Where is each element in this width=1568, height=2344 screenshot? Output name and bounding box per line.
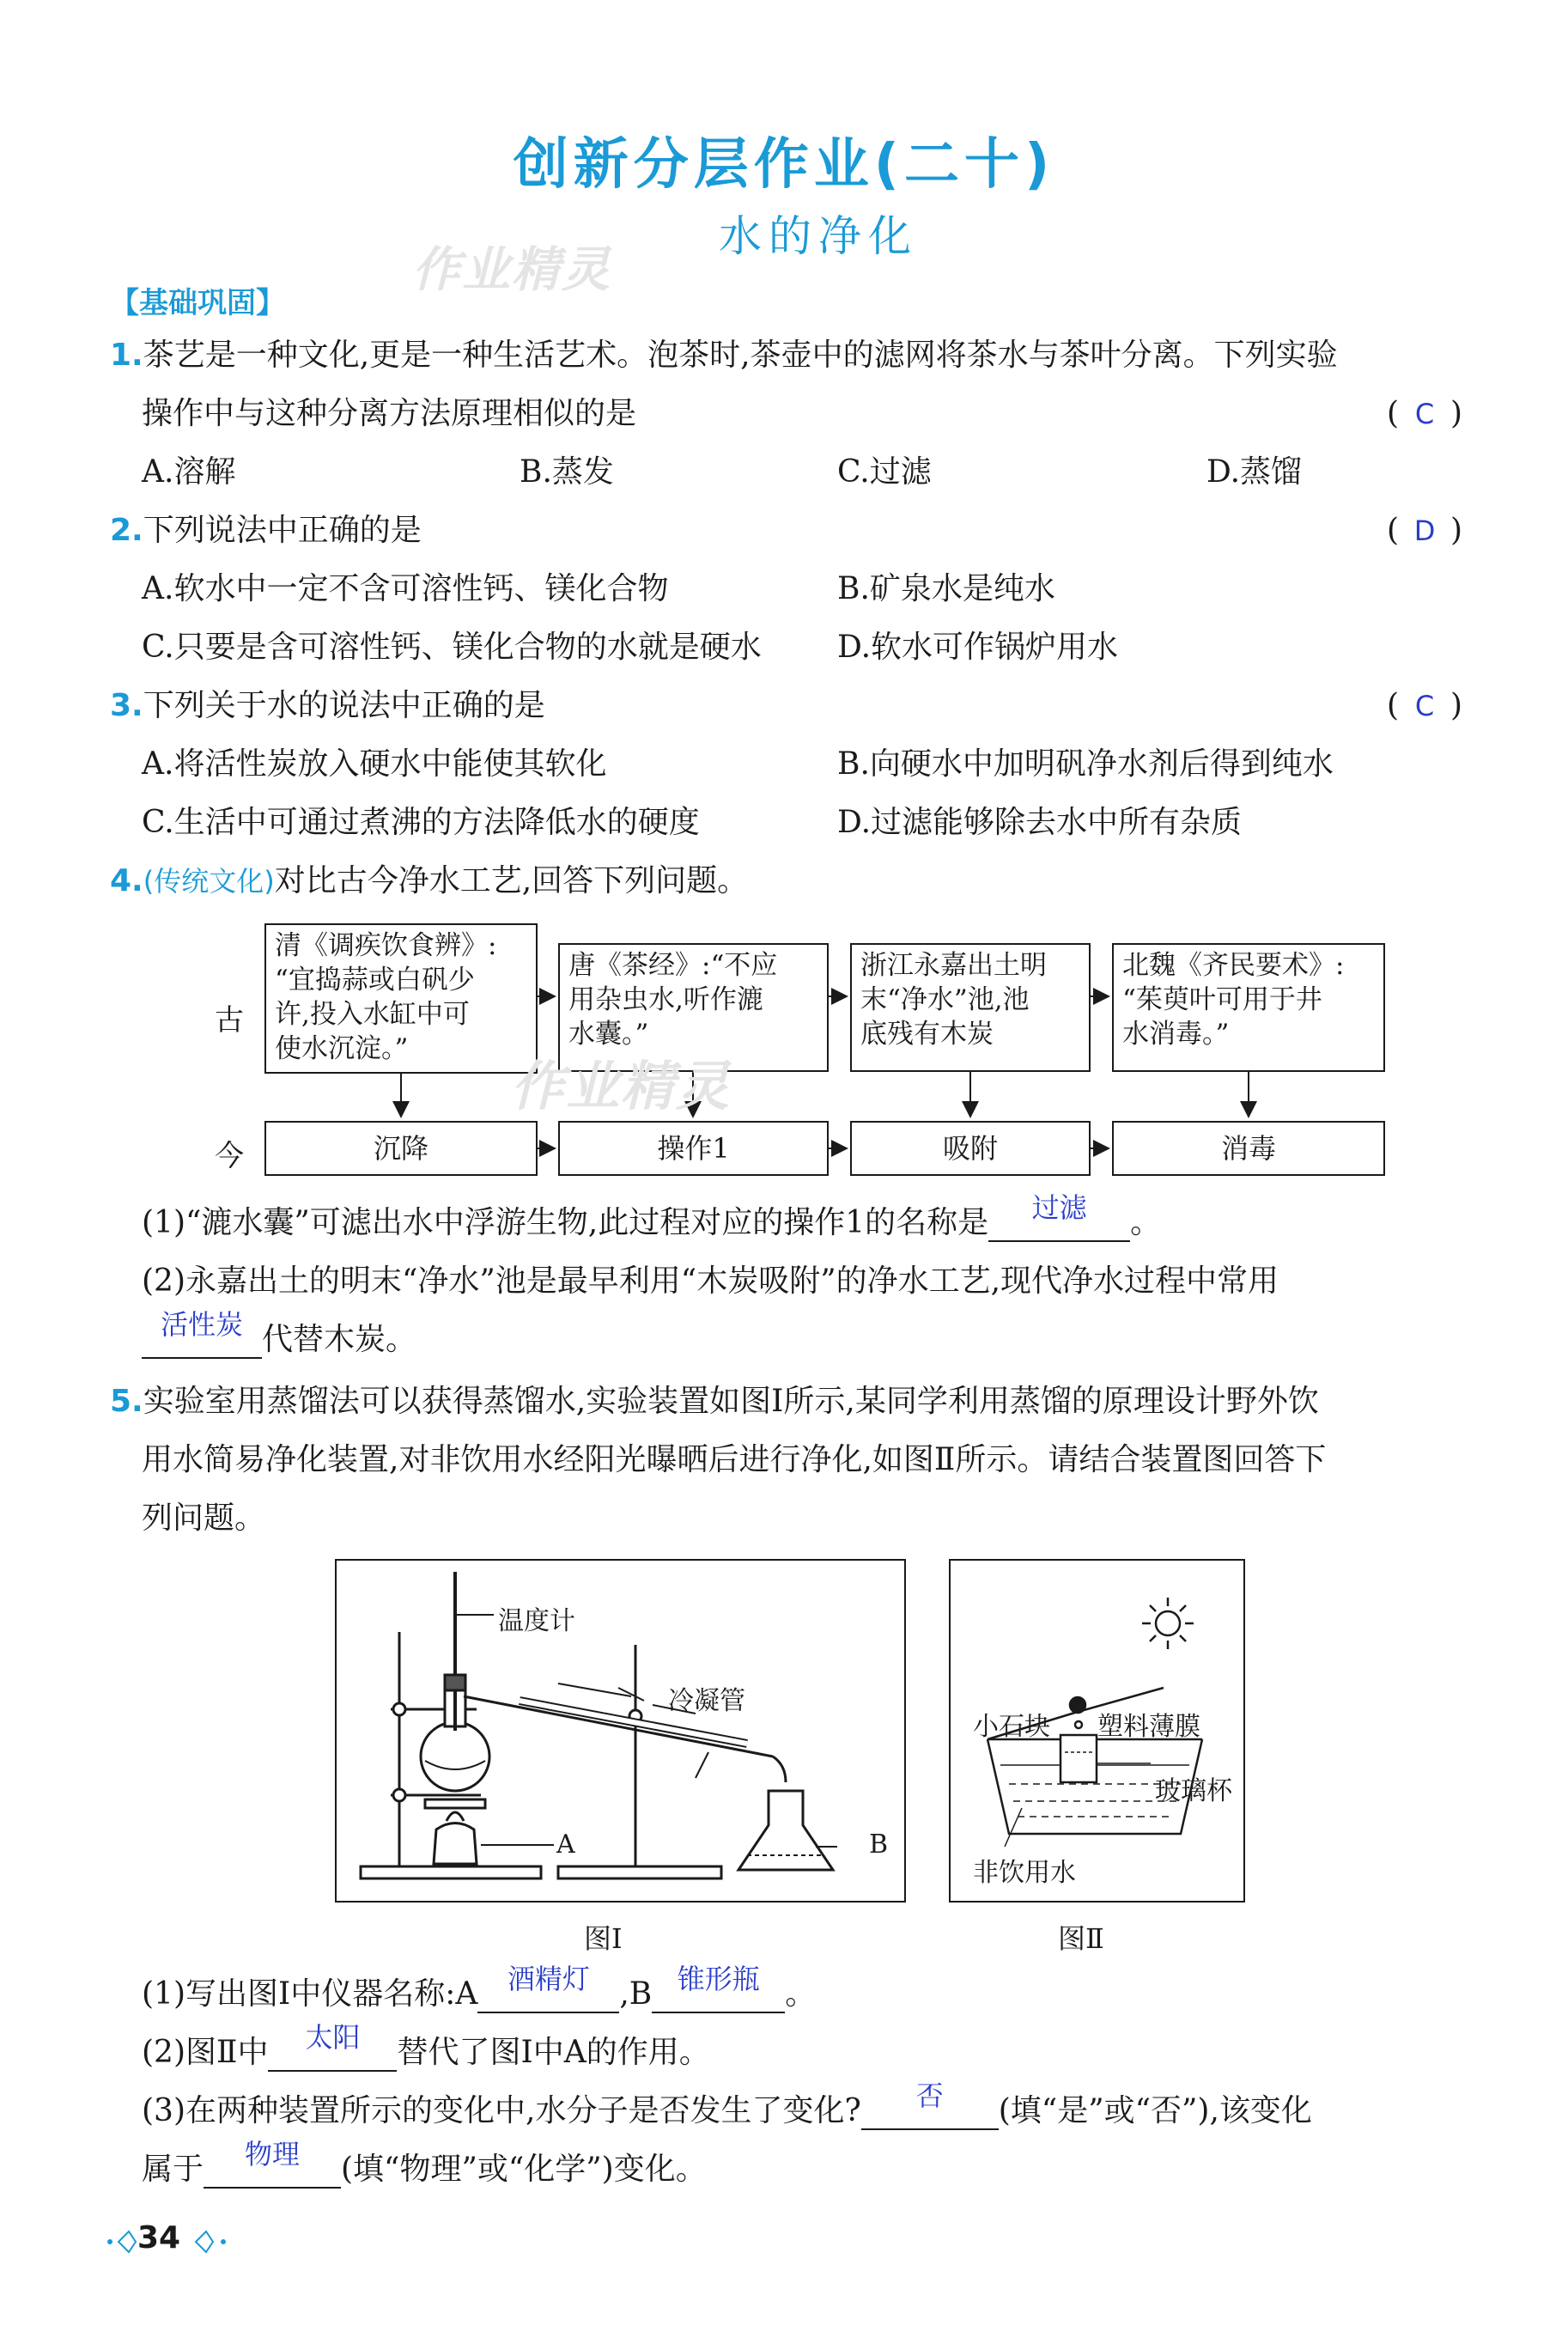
q2-text: 下列说法中正确的是 [143, 513, 422, 548]
q3-option-d: D.过滤能够除去水中所有杂质 [837, 805, 1243, 840]
ancient-box-1-line: 许,投入水缸中可 [275, 999, 470, 1030]
q4-sub2-line1: (2)永嘉出土的明末“净水”池是最早利用“木炭吸附”的净水工艺,现代净水过程中常用 [142, 1263, 1279, 1299]
label-condenser: 冷凝管 [668, 1686, 745, 1716]
distilling-flask [421, 1722, 489, 1791]
q2-option-b: B.矿泉水是纯水 [837, 571, 1055, 606]
q5-sub1-answer-a: 酒精灯 [507, 1963, 590, 1995]
ancient-box-3-line: 末“净水”池,池 [860, 984, 1030, 1015]
q4-sub2-line2 [142, 1308, 417, 1359]
ancient-box-2-line: 用杂虫水,听作漉 [568, 984, 763, 1015]
q4-sub1-blank [988, 1191, 1130, 1242]
q3-option-c: C.生活中可通过煮沸的方法降低水的硬度 [142, 805, 700, 840]
q4-sub2-blank [142, 1308, 262, 1359]
q4-text: 对比古今净水工艺,回答下列问题。 [274, 863, 749, 898]
q5-sub3-answer: 否 [915, 2079, 944, 2112]
q1-option-d: D.蒸馏 [1206, 454, 1303, 490]
small-stone [1070, 1697, 1085, 1713]
q2-option-c: C.只要是含可溶性钙、镁化合物的水就是硬水 [142, 630, 762, 665]
page-number: 34 [137, 2220, 181, 2256]
ancient-box-3-line: 底残有木炭 [860, 1019, 994, 1050]
page-number-ornament [101, 2218, 264, 2266]
q3-answer: C [1414, 690, 1435, 722]
q3-text: 下列关于水的说法中正确的是 [143, 688, 545, 723]
q2-answer: D [1413, 514, 1436, 547]
q4-sub2-answer: 活性炭 [160, 1308, 243, 1341]
label-a: A [556, 1830, 575, 1860]
modern-step-3: 吸附 [850, 1121, 1091, 1176]
q3-option-b: B.向硬水中加明矾净水剂后得到纯水 [837, 746, 1334, 782]
q4-tag: (传统文化) [143, 865, 275, 898]
figure-2-caption: 图Ⅱ [1058, 1922, 1104, 1955]
q4-sub1 [142, 1191, 1162, 1242]
watermark-2: 作业精灵 [511, 1055, 732, 1117]
sun-icon [1156, 1611, 1180, 1635]
figure-1-caption: 图Ⅰ [584, 1922, 623, 1955]
q5-sub1 [142, 1963, 817, 2013]
q1-text-line2: 操作中与这种分离方法原理相似的是 [142, 396, 637, 431]
q5-sub3-end: (填“是”或“否”),该变化 [998, 2093, 1312, 2128]
q1-answer: C [1414, 398, 1435, 430]
ancient-box-4-line: 北魏《齐民要术》: [1122, 950, 1345, 981]
modern-step-2: 操作1 [558, 1121, 829, 1176]
q2-number: 2. [110, 513, 143, 548]
ancient-box-1-line: “宜捣蒜或白矾少 [275, 965, 475, 995]
modern-step-4: 消毒 [1112, 1121, 1385, 1176]
ancient-label: 古 [215, 1003, 244, 1038]
q3-answer-slot: ( C ) [1387, 688, 1463, 723]
q5-sub1-answer-b: 锥形瓶 [677, 1963, 760, 1995]
ancient-box-1-line: 清《调疾饮食辨》: [275, 930, 497, 961]
ancient-box-2-line: 水囊。” [568, 1019, 649, 1050]
q5-sub2-end: 替代了图Ⅰ中A的作用。 [397, 2035, 710, 2070]
q5-stem [110, 1383, 1319, 1421]
ancient-box-3-line: 浙江永嘉出土明 [860, 950, 1047, 981]
q5-text-line1: 实验室用蒸馏法可以获得蒸馏水,实验装置如图Ⅰ所示,某同学利用蒸馏的原理设计野外饮 [143, 1384, 1319, 1419]
q5-sub2-blank [268, 2021, 397, 2072]
label-stone: 小石块 [973, 1712, 1050, 1742]
q5-sub3b-answer: 物理 [245, 2138, 301, 2170]
q5-sub3b-blank [204, 2138, 341, 2189]
q5-sub1-blank-a [477, 1963, 619, 2013]
modern-label: 今 [215, 1139, 244, 1173]
q2-option-d: D.软水可作锅炉用水 [837, 630, 1119, 665]
q5-text-line3: 列问题。 [142, 1501, 266, 1536]
q5-sub1-blank-b [652, 1963, 785, 2013]
label-thermometer: 温度计 [498, 1606, 575, 1636]
watermark: 作业精灵 [412, 242, 611, 298]
label-b: B [869, 1830, 889, 1860]
q4-number: 4. [110, 863, 143, 898]
q5-sub3b-end: (填“物理”或“化学”)变化。 [341, 2152, 707, 2187]
q4-sub2-end: 代替木炭。 [262, 1322, 417, 1357]
q5-text-line2: 用水简易净化装置,对非饮用水经阳光曝晒后进行净化,如图Ⅱ所示。请结合装置图回答下 [142, 1442, 1327, 1477]
glass-cup [1061, 1735, 1097, 1782]
q1-option-a: A.溶解 [142, 454, 236, 490]
q5-sub3b [142, 2138, 707, 2189]
q1-option-b: B.蒸发 [520, 454, 614, 490]
q5-number: 5. [110, 1384, 143, 1419]
conical-flask [738, 1791, 833, 1870]
q5-sub3b-text: 属于 [142, 2152, 204, 2187]
modern-step-1: 沉降 [264, 1121, 538, 1176]
q5-sub3 [142, 2079, 1312, 2130]
q3-option-a: A.将活性炭放入硬水中能使其软化 [142, 746, 607, 782]
q4-sub1-answer: 过滤 [1031, 1191, 1087, 1224]
q1-text-line1: 茶艺是一种文化,更是一种生活艺术。泡茶时,茶壶中的滤网将茶水与茶叶分离。下列实验 [143, 338, 1338, 373]
alcohol-lamp [434, 1823, 477, 1865]
q2-option-a: A.软水中一定不含可溶性钙、镁化合物 [142, 571, 669, 606]
q5-sub1-text: (1)写出图Ⅰ中仪器名称:A [142, 1976, 478, 2012]
ancient-box-1-line: 使水沉淀。” [275, 1033, 409, 1064]
label-film: 塑料薄膜 [1097, 1712, 1200, 1742]
q5-sub2-answer: 太阳 [305, 2021, 361, 2054]
page-title: 创新分层作业(二十) [513, 133, 1055, 197]
q2-answer-slot: ( D ) [1387, 513, 1463, 548]
q5-sub1-mid: ,B [619, 1976, 653, 2012]
section-heading: 【基础巩固】 [110, 286, 285, 320]
ancient-box-4-line: “茱萸叶可用于井 [1122, 984, 1322, 1015]
q5-sub3-blank [861, 2079, 999, 2130]
q3-number: 3. [110, 688, 143, 723]
q5-sub3-text: (3)在两种装置所示的变化中,水分子是否发生了变化? [142, 2093, 861, 2128]
label-water: 非饮用水 [973, 1858, 1076, 1888]
q5-sub2 [142, 2021, 710, 2072]
q1-option-c: C.过滤 [837, 454, 932, 490]
ancient-box-4-line: 水消毒。” [1122, 1019, 1230, 1050]
q5-sub1-end: 。 [785, 1976, 817, 2012]
q4-sub1-text: (1)“漉水囊”可滤出水中浮游生物,此过程对应的操作1的名称是 [142, 1205, 989, 1240]
page-subtitle: 水的净化 [719, 211, 918, 261]
q1-answer-slot: ( C ) [1387, 396, 1463, 431]
q1-number: 1. [110, 338, 143, 373]
distillation-apparatus [335, 1559, 906, 1903]
label-cup: 玻璃杯 [1155, 1776, 1232, 1806]
ancient-box-2-line: 唐《茶经》:“不应 [568, 950, 778, 981]
q4-sub1-end: 。 [1130, 1205, 1162, 1240]
q5-sub2-text: (2)图Ⅱ中 [142, 2035, 269, 2070]
